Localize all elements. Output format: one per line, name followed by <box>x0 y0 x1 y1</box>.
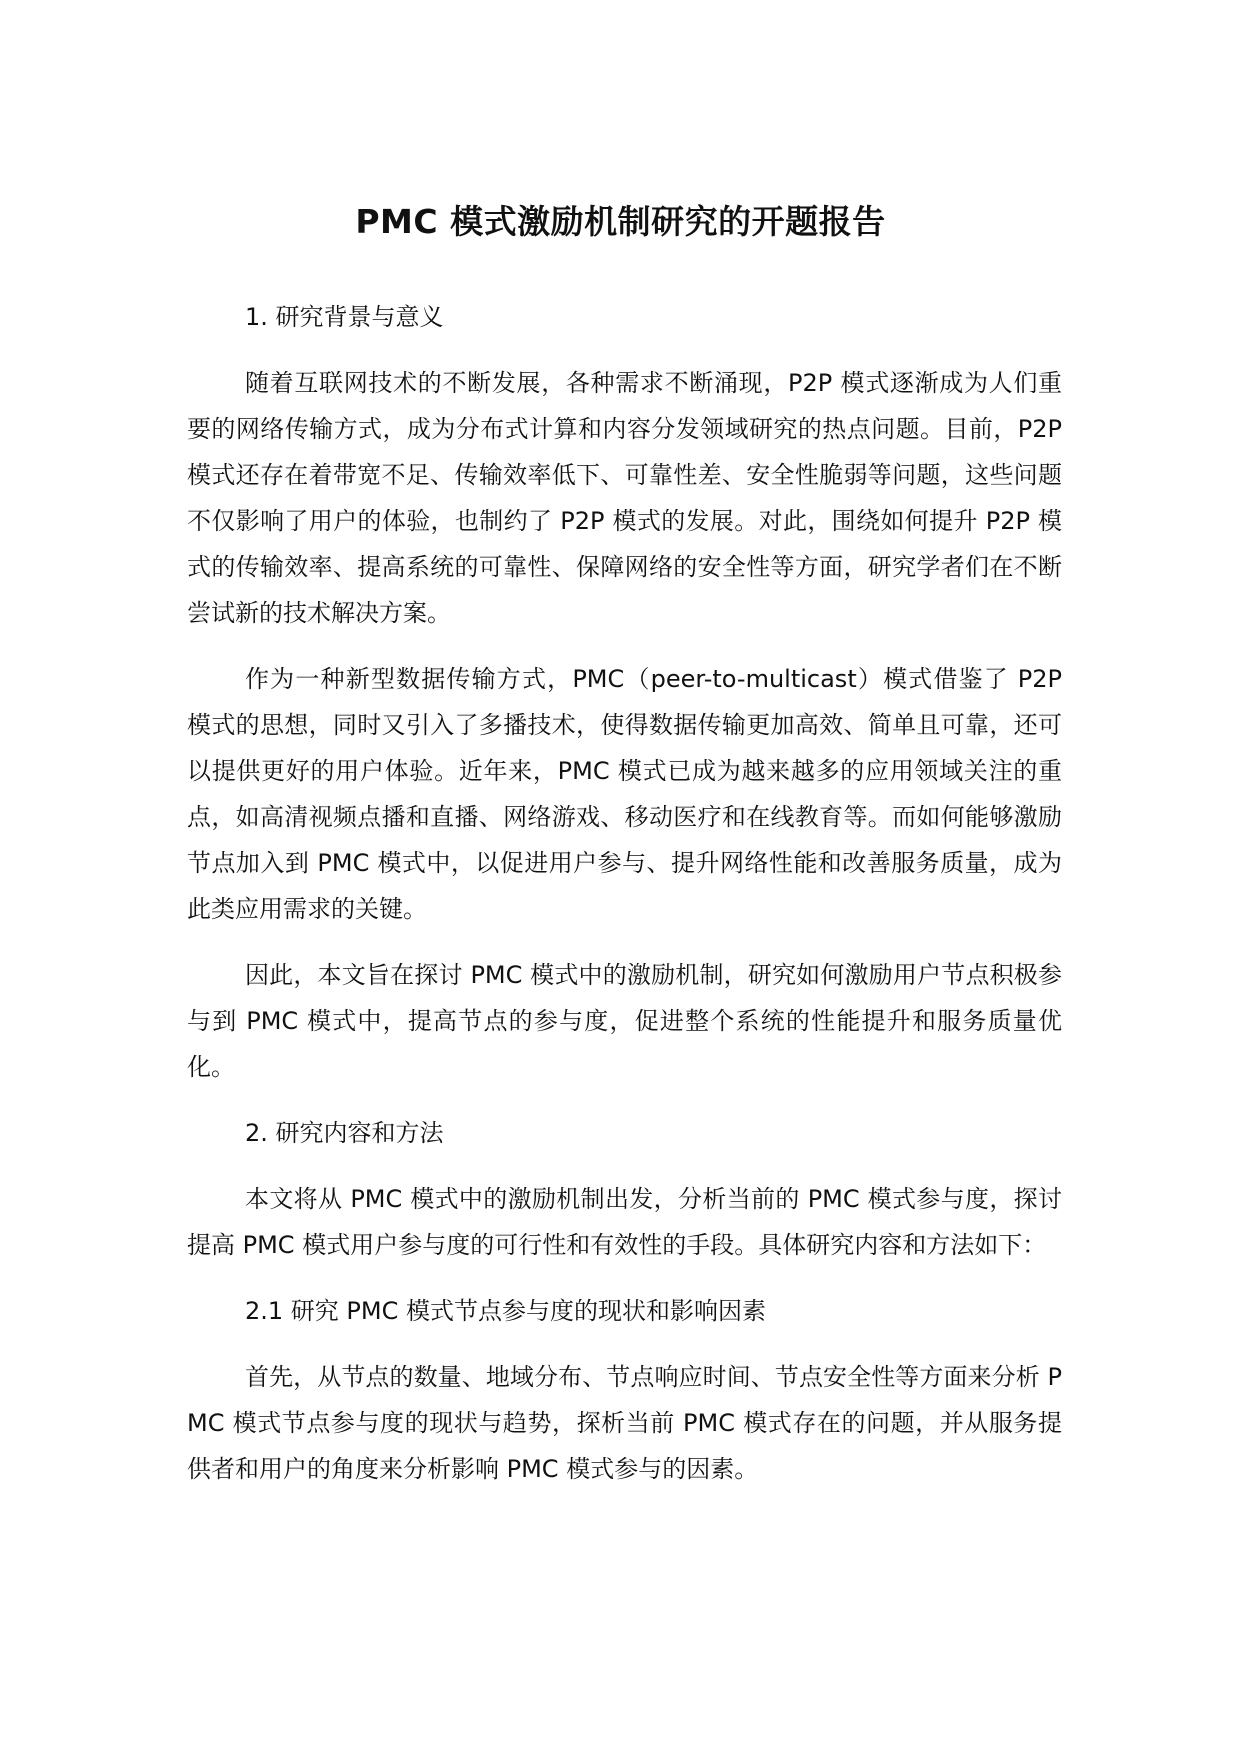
section-heading-background: 1. 研究背景与意义 <box>245 303 444 331</box>
paragraph: 本文将从 PMC 模式中的激励机制出发，分析当前的 PMC 模式参与度，探讨提高 PMC 模式用户参与度的可行性和有效性的手段。具体研究内容和方法如下： <box>187 1185 1062 1259</box>
subsection-heading-2-1: 2.1 研究 PMC 模式节点参与度的现状和影响因素 <box>245 1297 766 1325</box>
section-heading-content-methods: 2. 研究内容和方法 <box>245 1119 444 1147</box>
document-body <box>187 294 1062 1512</box>
paragraph: 因此，本文旨在探讨 PMC 模式中的激励机制，研究如何激励用户节点积极参与到 PMC 模式中，提高节点的参与度，促进整个系统的性能提升和服务质量优化。 <box>187 961 1062 1081</box>
paragraph: 作为一种新型数据传输方式，PMC（peer-to-multicast）模式借鉴了 P2P 模式的思想，同时又引入了多播技术，使得数据传输更加高效、简单且可靠，还可以提供更好的用户体验。近年来，PMC 模式已成为越来越多的应用领域关注的重点，如高清视频点播和直播、网络游戏、移动医疗和在线教育等。而如何能够激励节点加入到 PMC 模式中，以促进用户参与、提升网络性能和改善服务质量，成为此类应用需求的关键。 <box>187 665 1062 923</box>
paragraph: 随着互联网技术的不断发展，各种需求不断涌现，P2P 模式逐渐成为人们重要的网络传输方式，成为分布式计算和内容分发领域研究的热点问题。目前，P2P 模式还存在着带宽不足、传输效率低下、可靠性差、安全性脆弱等问题，这些问题不仅影响了用户的体验，也制约了 P2P 模式的发展。对此，围绕如何提升 P2P 模式的传输效率、提高系统的可靠性、保障网络的安全性等方面，研究学者们在不断尝试新的技术解决方案。 <box>187 369 1062 627</box>
document-title: PMC 模式激励机制研究的开题报告 <box>355 202 886 242</box>
paragraph: 首先，从节点的数量、地域分布、节点响应时间、节点安全性等方面来分析 PMC 模式节点参与度的现状与趋势，探析当前 PMC 模式存在的问题，并从服务提供者和用户的角度来分析影响 PMC 模式参与的因素。 <box>187 1363 1062 1483</box>
